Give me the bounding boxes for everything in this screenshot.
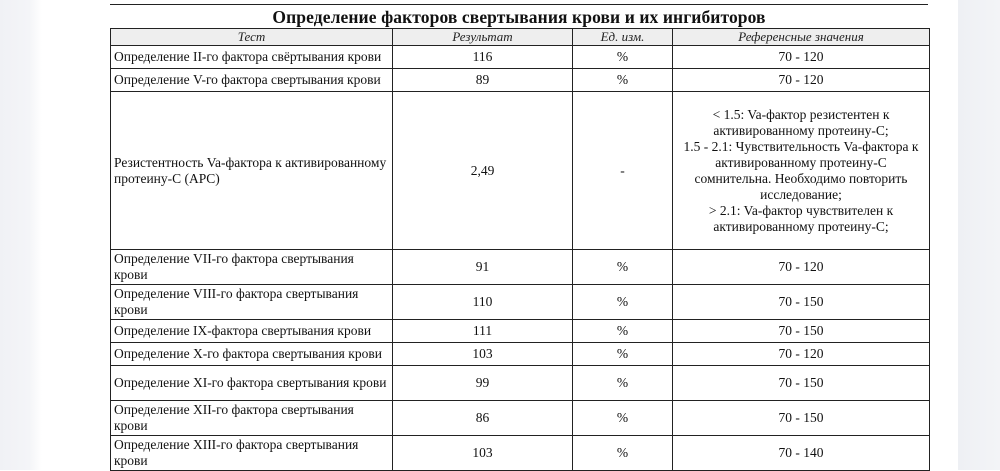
header-reference: Референсные значения [673, 29, 930, 46]
cell-unit: % [573, 320, 673, 343]
cell-result: 91 [393, 250, 573, 285]
cell-reference: 70 - 120 [673, 46, 930, 69]
cell-unit: - [573, 92, 673, 250]
reference-line: сомнительна. Необходимо повторить [694, 170, 908, 186]
reference-line: активированному протеину-С; [713, 218, 889, 234]
header-result: Результат [393, 29, 573, 46]
cell-reference: 70 - 120 [673, 343, 930, 366]
cell-unit: % [573, 436, 673, 471]
cell-unit: % [573, 285, 673, 320]
table-row [111, 92, 930, 250]
table-row [111, 285, 930, 320]
cell-result: 89 [393, 69, 573, 92]
cell-reference: 70 - 150 [673, 320, 930, 343]
table-row [111, 250, 930, 285]
header-test: Тест [111, 29, 393, 46]
table-row [111, 436, 930, 471]
cell-test: Определение XI-го фактора свертывания крови [111, 366, 393, 401]
cell-reference-multiline [673, 92, 930, 250]
table-row [111, 366, 930, 401]
cell-unit: % [573, 46, 673, 69]
cell-test: Определение VII-го фактора свертывания крови [111, 250, 393, 285]
cell-test: Определение II-го фактора свёртывания крови [111, 46, 393, 69]
cell-test: Определение V-го фактора свертывания крови [111, 69, 393, 92]
cell-reference: 70 - 120 [673, 250, 930, 285]
left-viewer-margin [0, 0, 42, 470]
cell-result: 116 [393, 46, 573, 69]
cell-result: 2,49 [393, 92, 573, 250]
cell-test: Определение X-го фактора свертывания крови [111, 343, 393, 366]
table-row [111, 401, 930, 436]
table-header-row [111, 29, 930, 46]
coagulation-results-table [110, 28, 930, 471]
top-rule-divider [110, 4, 928, 5]
reference-line: 1.5 - 2.1: Чувствительность Va-фактора к [683, 138, 919, 154]
table-row [111, 46, 930, 69]
reference-line: активированному протеину-С [715, 154, 887, 170]
table-row [111, 320, 930, 343]
table-row [111, 343, 930, 366]
cell-reference: 70 - 120 [673, 69, 930, 92]
cell-result: 99 [393, 366, 573, 401]
document-title: Определение факторов свертывания крови и их ингибиторов [272, 7, 766, 27]
reference-line: < 1.5: Va-фактор резистентен к [712, 106, 890, 122]
cell-unit: % [573, 250, 673, 285]
cell-unit: % [573, 366, 673, 401]
cell-test: Определение XII-го фактора свертывания крови [111, 401, 393, 436]
reference-line: > 2.1: Va-фактор чувствителен к [708, 202, 894, 218]
cell-reference: 70 - 140 [673, 436, 930, 471]
header-unit: Ед. изм. [573, 29, 673, 46]
cell-unit: % [573, 401, 673, 436]
cell-result: 110 [393, 285, 573, 320]
right-viewer-margin [958, 0, 1000, 470]
reference-line: исследование; [760, 186, 842, 202]
cell-reference: 70 - 150 [673, 366, 930, 401]
cell-result: 111 [393, 320, 573, 343]
reference-line: активированному протеину-С; [713, 122, 889, 138]
table-row [111, 69, 930, 92]
cell-test: Определение IX-фактора свертывания крови [111, 320, 393, 343]
cell-test: Резистентность Va-фактора к активированному протеину-С (APC) [111, 92, 393, 250]
cell-test: Определение XIII-го фактора свертывания крови [111, 436, 393, 471]
cell-result: 103 [393, 343, 573, 366]
cell-result: 86 [393, 401, 573, 436]
cell-result: 103 [393, 436, 573, 471]
cell-reference: 70 - 150 [673, 285, 930, 320]
cell-reference: 70 - 150 [673, 401, 930, 436]
cell-test: Определение VIII-го фактора свертывания крови [111, 285, 393, 320]
cell-unit: % [573, 343, 673, 366]
cell-unit: % [573, 69, 673, 92]
